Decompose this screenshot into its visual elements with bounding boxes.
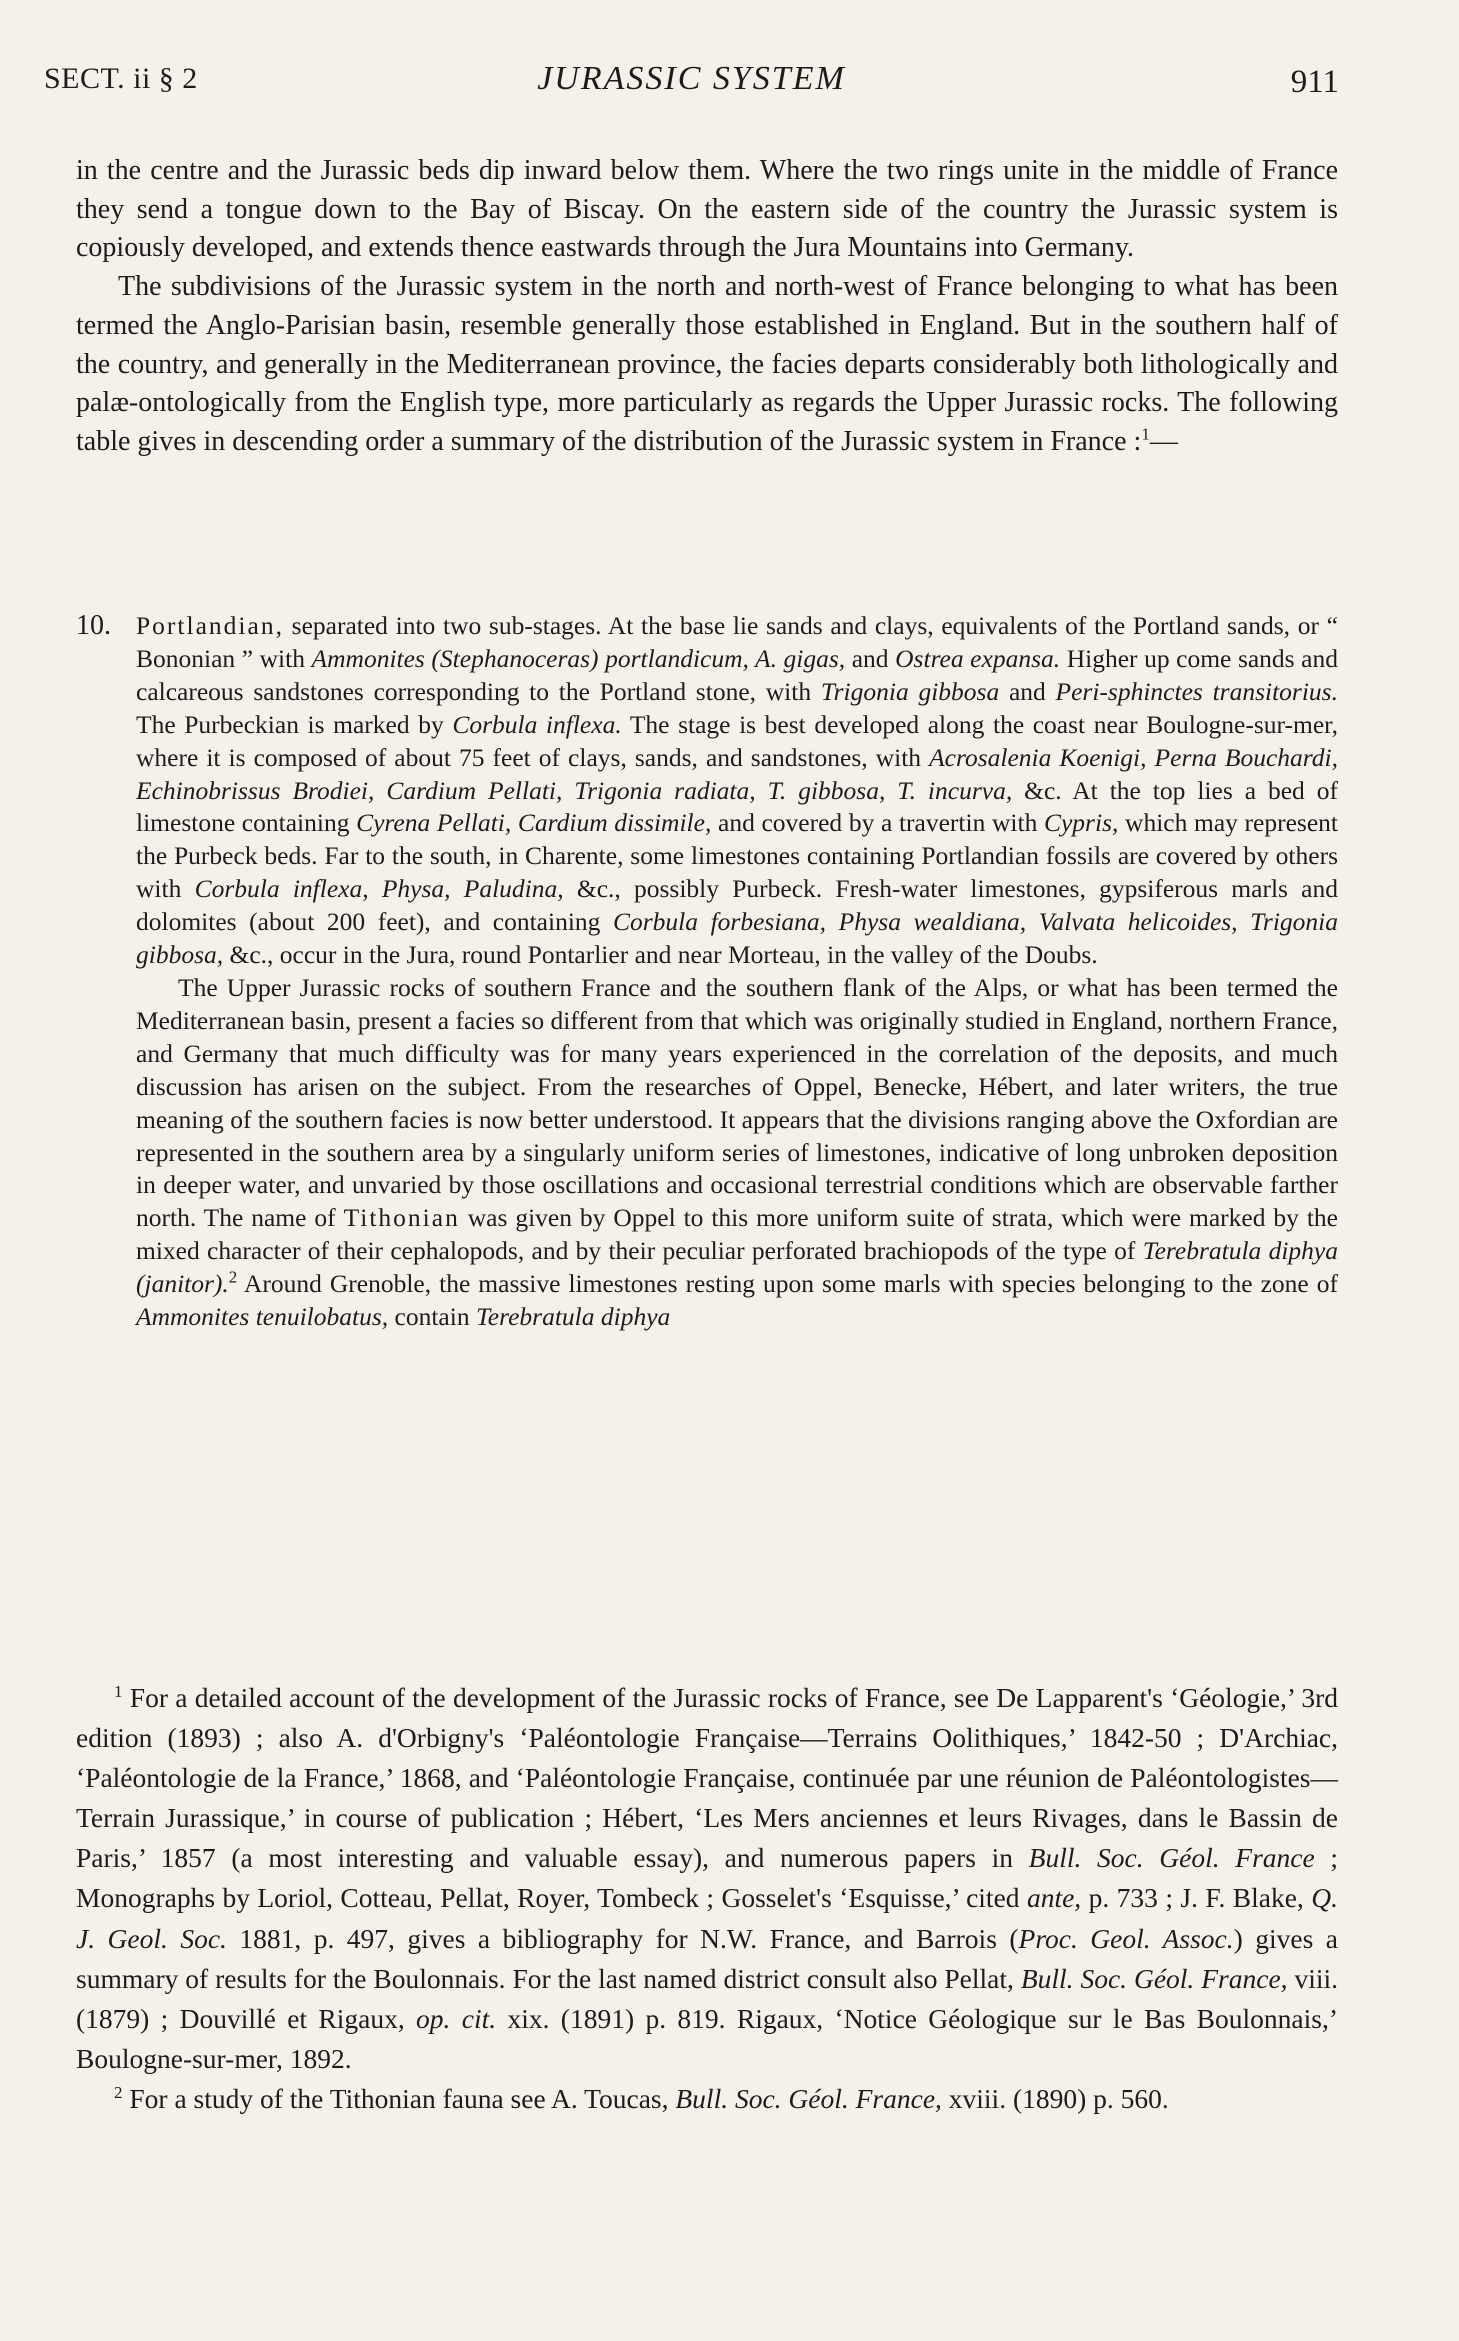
entry-paragraph-2: The Upper Jurassic rocks of southern France and the southern flank of the Alps, or what has been termed the Mediterranean basin, present a facies so different from that which was originally studied in England, northern France, and Germany that much difficulty was for many years experienced in the correlation of the deposits, and much discussion has arisen on the subject. From the researches of Oppel, Benecke, Hébert, and later writers, the true meaning of the southern facies is now better understood. It appears that the divisions ranging above the Oxfordian are represented in the southern area by a singularly uniform series of limestones, indicative of long unbroken deposition in deeper water, and unvaried by those oscillations and occasional terrestrial conditions which are observable farther north. The name of Tithonian was given by Oppel to this more uniform suite of strata, which were marked by the mixed character of their cephalopods, and by their peculiar perforated brachiopods of the type of Terebratula diphya (janitor).$^2$ Around Grenoble, the massive limestones resting upon some marls with species belonging to the zone of Ammonites tenuilobatus, contain Terebratula diphya (136, 972, 1338, 1332)
intro-paragraph-2: The subdivisions of the Jurassic system in the north and north-west of France belonging to what has been termed the Anglo-Parisian basin, resemble generally those established in England. But in the southern half of the country, and generally in the Mediterranean province, the facies departs considerably both lithologically and palæ-ontologically from the English type, more particularly as regards the Upper Jurassic rocks. The following table gives in descending order a summary of the distribution of the Jurassic system in France :$^1$— (76, 271, 1338, 457)
footnote-2-mark: 2 (114, 2082, 123, 2102)
table-entry-portlandian (76, 610, 1338, 1334)
page-number: 911 (1290, 64, 1339, 100)
stage-name: Portlandian, (136, 611, 284, 640)
entry-paragraph-1: 10. Portlandian, separated into two sub-stages. At the base lie sands and clays, equivalents of the Portland sands, or “ Bononian ” with Ammonites (Stephanoceras) portlandicum, A. gigas, and Ostrea expansa. Higher up come sands and calcareous sandstones corresponding to the Portland stone, with Trigonia gibbosa and Peri-sphinctes transitorius. The Purbeckian is marked by Corbula inflexa. The stage is best developed along the coast near Boulogne-sur-mer, where it is composed of about 75 feet of clays, sands, and sandstones, with Acrosalenia Koenigi, Perna Bouchardi, Echinobrissus Brodiei, Cardium Pellati, Trigonia radiata, T. gibbosa, T. incurva, &c. At the top lies a bed of limestone containing Cyrena Pellati, Cardium dissimile, and covered by a travertin with Cypris, which may represent the Purbeck beds. Far to the south, in Charente, some limestones containing Portlandian fossils are covered by others with Corbula inflexa, Physa, Paludina, &c., possibly Purbeck. Fresh-water limestones, gypsiferous marls and dolomites (about 200 feet), and containing Corbula forbesiana, Physa wealdiana, Valvata helicoides, Trigonia gibbosa, &c., occur in the Jura, round Pontarlier and near Morteau, in the valley of the Doubs. (76, 610, 1339, 970)
entry-number: 10. (76, 610, 111, 641)
intro-paragraph-1: in the centre and the Jurassic beds dip inward below them. Where the two rings unite in the middle of France they send a tongue down to the Bay of Biscay. On the eastern side of the country the Jurassic system is copiously developed, and extends thence eastwards through the Jura Mountains into Germany. (76, 155, 1338, 264)
section-label: SECT. ii § 2 (44, 62, 198, 95)
footnote-1: $^1$ For a detailed account of the development of the Jurassic rocks of France, see De Lapparent's ‘Géologie,’ 3rd edition (1893) ; also A. d'Orbigny's ‘Paléontologie Française—Terrains Oolithiques,’ 1842-50 ; D'Archiac, ‘Paléontologie de la France,’ 1868, and ‘Paléontologie Française, continuée par une réunion de Paléontologistes—Terrain Jurassique,’ in course of publication ; Hébert, ‘Les Mers anciennes et leurs Rivages, dans le Bassin de Paris,’ 1857 (a most interesting and valuable essay), and numerous papers in Bull. Soc. Géol. France ; Monographs by Loriol, Cotteau, Pellat, Royer, Tombeck ; Gosselet's ‘Esquisse,’ cited ante, p. 733 ; J. F. Blake, Q. J. Geol. Soc. 1881, p. 497, gives a bibliography for N.W. France, and Barrois (Proc. Geol. Assoc.) gives a summary of results for the Boulonnais. For the last named district consult also Pellat, Bull. Soc. Géol. France, viii. (1879) ; Douvillé et Rigaux, op. cit. xix. (1891) p. 819. Rigaux, ‘Notice Géologique sur le Bas Boulonnais,’ Boulogne-sur-mer, 1892. (76, 1681, 1339, 2074)
footnotes (76, 1678, 1338, 2119)
running-header (44, 62, 1339, 112)
intro-text (76, 152, 1338, 462)
tithonian-term: Tithonian (343, 1203, 460, 1233)
footnote-1-mark: 1 (114, 1681, 123, 1701)
page-title: JURASSIC SYSTEM (537, 60, 846, 97)
footnote-ref-2[interactable]: 2 (228, 1267, 238, 1287)
footnote-2: $^2$ For a study of the Tithonian fauna see A. Toucas, Bull. Soc. Géol. France, xviii. (1890) p. 560. (114, 2082, 1169, 2114)
footnote-ref-1[interactable]: 1 (1141, 424, 1150, 444)
